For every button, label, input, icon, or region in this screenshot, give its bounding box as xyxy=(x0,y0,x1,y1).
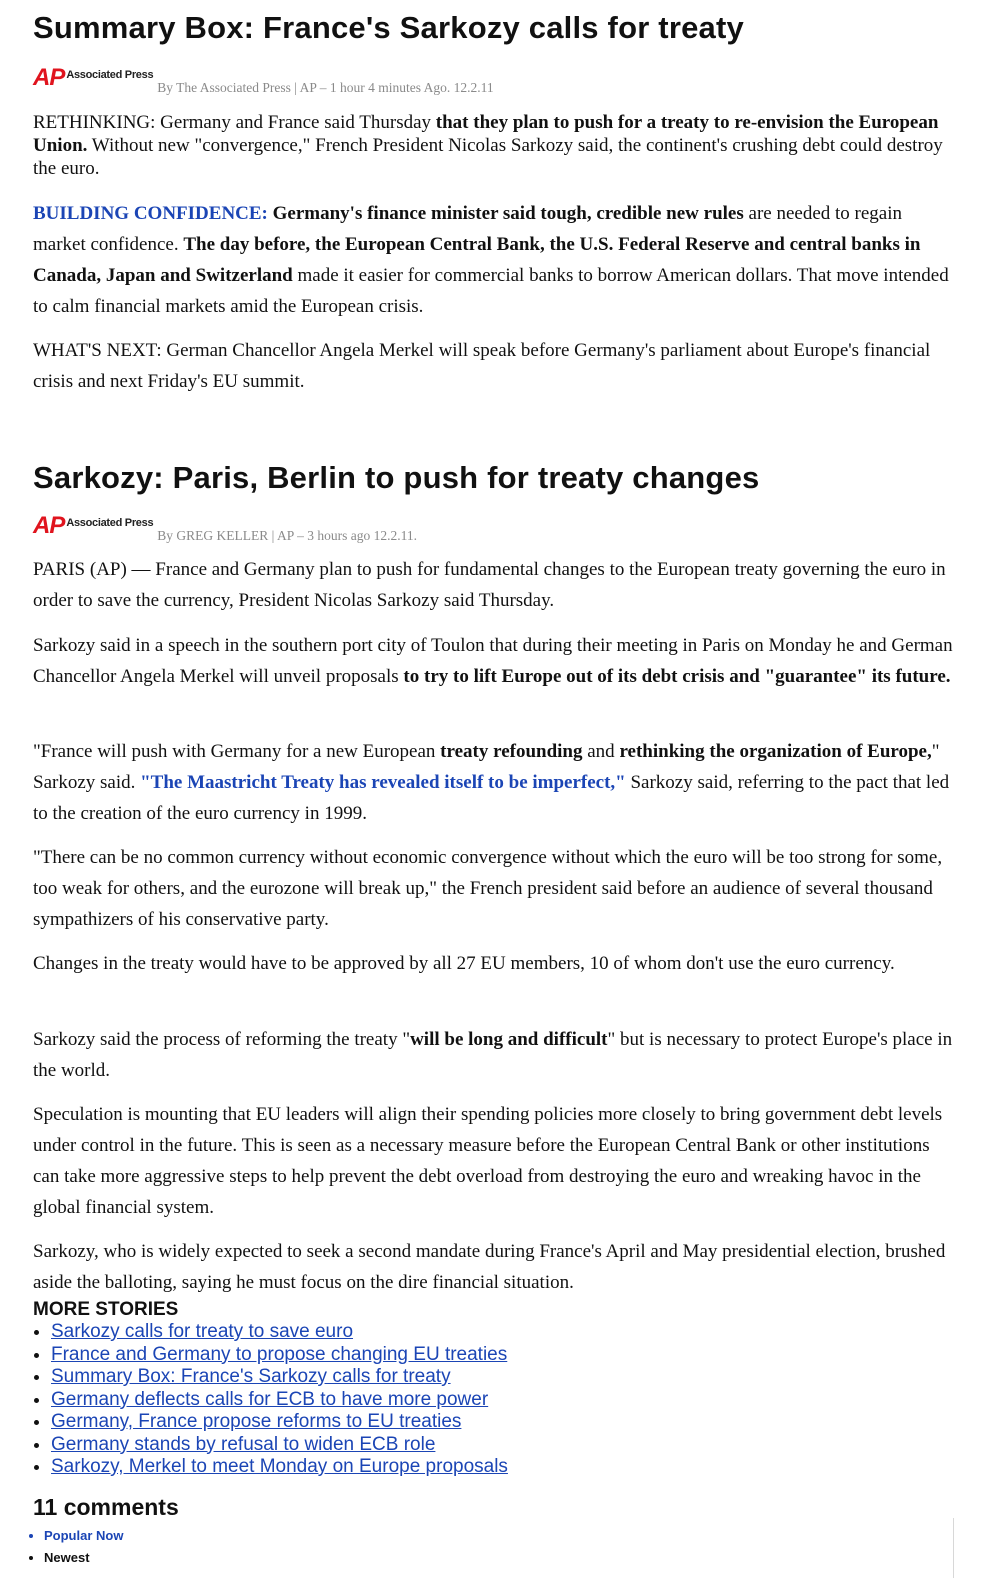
summary-rethinking xyxy=(33,111,955,180)
list-item xyxy=(51,1434,508,1457)
text-segment: RETHINKING: Germany and France said Thursday xyxy=(33,112,436,133)
bold-segment: will be long and difficult xyxy=(410,1029,608,1050)
list-item xyxy=(51,1411,508,1434)
text-segment: made it easier for commercial banks to borrow American dollars. That move intended to calm financial markets amid the European crisis. xyxy=(33,265,949,317)
comments-heading: 11 comments xyxy=(33,1494,179,1520)
summary-building-confidence xyxy=(33,198,955,322)
story-link-5[interactable]: Germany, France propose reforms to EU treaties xyxy=(51,1411,462,1432)
summary-whats-next: WHAT'S NEXT: German Chancellor Angela Merkel will speak before Germany's parliament about Europe's financial crisis and next Friday's EU summit. xyxy=(33,340,931,392)
text-segment: "France will push with Germany for a new European xyxy=(33,741,441,762)
ap-logo-name: Associated Press xyxy=(66,69,154,81)
text-segment: " but is necessary to protect Europe's place in the world. xyxy=(33,1029,953,1081)
ap-logo-mark: AP xyxy=(33,64,65,91)
text-segment: Sarkozy said, referring to the pact that led to the creation of the euro currency in 1999. xyxy=(33,772,950,824)
text-segment: are needed to regain market confidence. xyxy=(33,203,903,255)
list-item xyxy=(51,1389,508,1412)
story-link-4[interactable]: Germany deflects calls for ECB to have more power xyxy=(51,1388,489,1410)
article-2-byline xyxy=(33,508,417,543)
bold-segment: treaty refounding xyxy=(440,741,583,762)
text-segment: Sarkozy said the process of reforming the treaty " xyxy=(33,1029,411,1050)
article-paragraph: Sarkozy, who is widely expected to seek a second mandate during France's April and May presidential election, brushed aside the balloting, saying he must focus on the dire financial situation. xyxy=(33,1241,946,1293)
article-paragraph: "There can be no common currency without economic convergence without which the euro will be too strong for some, too weak for others, and the eurozone will break up," the French president said before an audience of several thousand sympathizers of his conservative party. xyxy=(33,847,943,930)
article-paragraph xyxy=(33,1024,955,1086)
byline-text: By GREG KELLER | AP – 3 hours ago 12.2.11. xyxy=(157,528,417,543)
text-segment: Sarkozy said in a speech in the southern port city of Toulon that during their meeting in Paris on Monday he and German Chancellor Angela Merkel will unveil proposals xyxy=(33,635,953,687)
story-link-3[interactable]: Summary Box: France's Sarkozy calls for treaty xyxy=(51,1366,451,1387)
ap-logo-mark: AP xyxy=(33,512,65,539)
more-stories-heading: MORE STORIES xyxy=(33,1299,179,1320)
story-link-7[interactable]: Sarkozy, Merkel to meet Monday on Europe proposals xyxy=(51,1456,508,1477)
list-item xyxy=(51,1456,508,1479)
article-2-headline: Sarkozy: Paris, Berlin to push for treaty changes xyxy=(33,460,760,495)
highlighted-quote: "The Maastricht Treaty has revealed itself to be imperfect," xyxy=(140,772,626,793)
ap-logo-name: Associated Press xyxy=(66,517,154,529)
story-link-1[interactable]: Sarkozy calls for treaty to save euro xyxy=(51,1321,354,1342)
ap-logo xyxy=(33,66,153,90)
text-segment: and xyxy=(582,741,620,762)
sort-newest[interactable]: • Newest xyxy=(44,1547,123,1569)
comment-sort-options xyxy=(16,1525,123,1569)
sort-popular-now[interactable]: • Popular Now xyxy=(44,1525,123,1547)
bold-segment: to try to lift Europe out of its debt crisis and "guarantee" its future. xyxy=(403,666,951,687)
list-item xyxy=(51,1366,508,1389)
byline-text: By The Associated Press | AP – 1 hour 4 minutes Ago. 12.2.11 xyxy=(157,80,494,95)
comments-panel-edge xyxy=(953,1518,954,1578)
bold-segment: rethinking the organization of Europe, xyxy=(619,741,932,762)
bold-segment: The day before, the European Central Bank, the U.S. Federal Reserve and central banks in Canada, Japan and Switzerland xyxy=(33,234,921,286)
more-stories-list xyxy=(23,1321,508,1479)
article-1-headline: Summary Box: France's Sarkozy calls for treaty xyxy=(33,10,744,45)
bold-segment: Germany's finance minister said tough, credible new rules xyxy=(267,203,744,224)
story-link-6[interactable]: Germany stands by refusal to widen ECB role xyxy=(51,1433,436,1455)
article-paragraph xyxy=(33,630,955,692)
article-paragraph: PARIS (AP) — France and Germany plan to push for fundamental changes to the European treaty governing the euro in order to save the currency, President Nicolas Sarkozy said Thursday. xyxy=(33,559,946,611)
text-segment: " Sarkozy said. xyxy=(33,741,940,793)
article-paragraph: Speculation is mounting that EU leaders will align their spending policies more closely to bring government debt levels under control in the future. This is seen as a necessary measure before the European Central Bank or other institutions can take more aggressive steps to help prevent the debt overload from destroying the euro and wreaking havoc in the global financial system. xyxy=(33,1104,943,1218)
list-item xyxy=(51,1321,508,1344)
story-link-2[interactable]: France and Germany to propose changing EU treaties xyxy=(51,1343,508,1365)
article-paragraph: Changes in the treaty would have to be approved by all 27 EU members, 10 of whom don't use the euro currency. xyxy=(33,953,895,974)
article-paragraph xyxy=(33,736,955,829)
list-item xyxy=(51,1344,508,1367)
bold-segment: that they plan to push for a treaty to re-envision the European Union. xyxy=(33,112,939,156)
article-1-byline xyxy=(33,60,494,95)
ap-logo xyxy=(33,514,153,538)
text-segment: Without new "convergence," French President Nicolas Sarkozy said, the continent's crushing debt could destroy the euro. xyxy=(33,135,943,179)
section-label: BUILDING CONFIDENCE: xyxy=(33,203,268,224)
